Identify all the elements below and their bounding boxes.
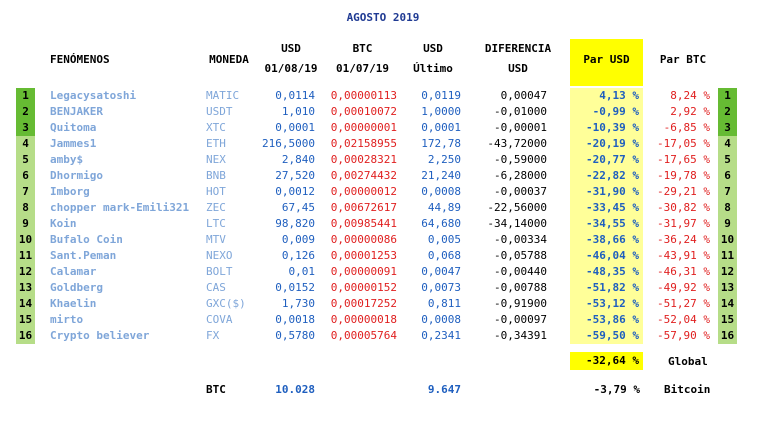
par-usd-cell bbox=[570, 88, 643, 104]
table-row bbox=[0, 104, 766, 120]
par-usd: -53,12 % bbox=[586, 297, 639, 310]
usd-0801: 0,0012 bbox=[275, 185, 315, 198]
btc-0107: 0,00000001 bbox=[330, 121, 397, 134]
par-usd-cell bbox=[570, 216, 643, 232]
table-row bbox=[0, 152, 766, 168]
rank-left: 5 bbox=[16, 152, 35, 168]
currency: BOLT bbox=[206, 265, 233, 278]
member-name: mirto bbox=[50, 313, 84, 326]
member-name: Jammes1 bbox=[50, 137, 97, 150]
currency: MATIC bbox=[206, 89, 240, 102]
rank-right: 14 bbox=[718, 296, 737, 312]
usd-0801: 0,0152 bbox=[275, 281, 315, 294]
diferencia-usd: -0,00334 bbox=[494, 233, 547, 246]
usd-0801: 2,840 bbox=[281, 153, 315, 166]
par-usd: -48,35 % bbox=[586, 265, 639, 278]
usd-0801: 0,0001 bbox=[275, 121, 315, 134]
member-name: chopper mark-Emili321 bbox=[50, 201, 190, 214]
rank-left: 9 bbox=[16, 216, 35, 232]
rank-left: 8 bbox=[16, 200, 35, 216]
currency: ETH bbox=[206, 137, 226, 150]
par-btc: -57,90 % bbox=[657, 329, 710, 342]
usd-ultimo: 0,2341 bbox=[421, 329, 461, 342]
table-row bbox=[0, 248, 766, 264]
rank-right: 8 bbox=[718, 200, 737, 216]
btc-0107: 0,00005764 bbox=[330, 329, 397, 342]
usd-ultimo: 0,005 bbox=[427, 233, 461, 246]
usd-0801: 1,730 bbox=[281, 297, 315, 310]
par-usd: -53,86 % bbox=[586, 313, 639, 326]
member-name: BENJAKER bbox=[50, 105, 103, 118]
usd-0801: 0,126 bbox=[281, 249, 315, 262]
usd-ultimo: 2,250 bbox=[427, 153, 461, 166]
usd-0801: 27,520 bbox=[275, 169, 315, 182]
currency: FX bbox=[206, 329, 220, 342]
table-row bbox=[0, 296, 766, 312]
currency: MTV bbox=[206, 233, 226, 246]
rank-left: 2 bbox=[16, 104, 35, 120]
par-usd: 4,13 % bbox=[599, 89, 639, 102]
diferencia-usd: -0,59000 bbox=[494, 153, 547, 166]
par-usd: -46,04 % bbox=[586, 249, 639, 262]
report-title: AGOSTO 2019 bbox=[346, 11, 420, 24]
currency: LTC bbox=[206, 217, 226, 230]
usd-ultimo: 0,0008 bbox=[421, 313, 461, 326]
usd-0801: 216,5000 bbox=[262, 137, 315, 150]
usd-ultimo: 21,240 bbox=[421, 169, 461, 182]
usd-0801: 0,009 bbox=[281, 233, 315, 246]
global-label: Global bbox=[668, 355, 708, 368]
table-row bbox=[0, 312, 766, 328]
par-btc: -52,04 % bbox=[657, 313, 710, 326]
currency: HOT bbox=[206, 185, 226, 198]
par-btc: -30,82 % bbox=[657, 201, 710, 214]
rank-left: 11 bbox=[16, 248, 35, 264]
bitcoin-usd-0801: 10.028 bbox=[275, 383, 315, 396]
diferencia-usd: -43,72000 bbox=[487, 137, 547, 150]
btc-0107: 0,00000012 bbox=[330, 185, 397, 198]
par-btc: -17,65 % bbox=[657, 153, 710, 166]
par-usd-cell bbox=[570, 152, 643, 168]
usd-0801: 0,0018 bbox=[275, 313, 315, 326]
usd-ultimo: 0,0001 bbox=[421, 121, 461, 134]
rank-right: 2 bbox=[718, 104, 737, 120]
rank-left: 15 bbox=[16, 312, 35, 328]
btc-0107: 0,00017252 bbox=[330, 297, 397, 310]
rank-right: 16 bbox=[718, 328, 737, 344]
par-btc: -46,31 % bbox=[657, 265, 710, 278]
rank-right: 11 bbox=[718, 248, 737, 264]
par-usd-cell bbox=[570, 232, 643, 248]
member-name: Calamar bbox=[50, 265, 97, 278]
table-row bbox=[0, 216, 766, 232]
table-row bbox=[0, 168, 766, 184]
table-row bbox=[0, 120, 766, 136]
par-btc: -19,78 % bbox=[657, 169, 710, 182]
par-btc: 8,24 % bbox=[670, 89, 710, 102]
par-usd: -20,77 % bbox=[586, 153, 639, 166]
diferencia-usd: -0,00440 bbox=[494, 265, 547, 278]
header-par-btc: Par BTC bbox=[659, 53, 707, 66]
rank-left: 16 bbox=[16, 328, 35, 344]
diferencia-usd: -6,28000 bbox=[494, 169, 547, 182]
btc-0107: 0,00028321 bbox=[330, 153, 397, 166]
usd-0801: 0,0114 bbox=[275, 89, 315, 102]
par-usd-cell bbox=[570, 264, 643, 280]
rank-right: 4 bbox=[718, 136, 737, 152]
par-usd: -22,82 % bbox=[586, 169, 639, 182]
par-btc: -29,21 % bbox=[657, 185, 710, 198]
par-usd-cell bbox=[570, 328, 643, 344]
par-btc: -17,05 % bbox=[657, 137, 710, 150]
diferencia-usd: -0,34391 bbox=[494, 329, 547, 342]
member-name: Imborg bbox=[50, 185, 90, 198]
member-name: Khaelin bbox=[50, 297, 97, 310]
rank-right: 12 bbox=[718, 264, 737, 280]
par-btc: -49,92 % bbox=[657, 281, 710, 294]
par-btc: -6,85 % bbox=[663, 121, 710, 134]
btc-0107: 0,00000152 bbox=[330, 281, 397, 294]
rank-right: 7 bbox=[718, 184, 737, 200]
currency: USDT bbox=[206, 105, 233, 118]
par-usd: -10,39 % bbox=[586, 121, 639, 134]
par-usd-cell bbox=[570, 280, 643, 296]
diferencia-usd: -0,00788 bbox=[494, 281, 547, 294]
rank-left: 14 bbox=[16, 296, 35, 312]
par-usd-cell bbox=[570, 104, 643, 120]
par-usd-cell bbox=[570, 184, 643, 200]
rank-left: 7 bbox=[16, 184, 35, 200]
usd-0801: 1,010 bbox=[281, 105, 315, 118]
currency: NEXO bbox=[206, 249, 233, 262]
diferencia-usd: 0,00047 bbox=[500, 89, 547, 102]
rank-right: 6 bbox=[718, 168, 737, 184]
table-row bbox=[0, 136, 766, 152]
par-usd-cell bbox=[570, 136, 643, 152]
btc-0107: 0,00001253 bbox=[330, 249, 397, 262]
par-usd: -33,45 % bbox=[586, 201, 639, 214]
usd-ultimo: 0,811 bbox=[427, 297, 461, 310]
par-usd: -51,82 % bbox=[586, 281, 639, 294]
par-usd: -0,99 % bbox=[592, 105, 639, 118]
diferencia-usd: -0,05788 bbox=[494, 249, 547, 262]
usd-0801: 0,01 bbox=[288, 265, 315, 278]
table-row bbox=[0, 232, 766, 248]
par-usd: -34,55 % bbox=[586, 217, 639, 230]
btc-0107: 0,00000086 bbox=[330, 233, 397, 246]
header-diferencia: DIFERENCIA USD bbox=[484, 42, 552, 75]
currency: BNB bbox=[206, 169, 226, 182]
usd-0801: 98,820 bbox=[275, 217, 315, 230]
diferencia-usd: -0,91900 bbox=[494, 297, 547, 310]
btc-0107: 0,00000018 bbox=[330, 313, 397, 326]
member-name: Crypto believer bbox=[50, 329, 150, 342]
table-row bbox=[0, 264, 766, 280]
currency: CAS bbox=[206, 281, 226, 294]
header-usd-0801: USD 01/08/19 bbox=[264, 42, 318, 75]
par-usd-cell bbox=[570, 312, 643, 328]
btc-0107: 0,00000113 bbox=[330, 89, 397, 102]
btc-0107: 0,00672617 bbox=[330, 201, 397, 214]
par-btc: -51,27 % bbox=[657, 297, 710, 310]
header-par-usd: Par USD bbox=[583, 53, 630, 66]
par-usd-cell bbox=[570, 120, 643, 136]
usd-ultimo: 1,0000 bbox=[421, 105, 461, 118]
rank-left: 10 bbox=[16, 232, 35, 248]
usd-ultimo: 0,0047 bbox=[421, 265, 461, 278]
usd-ultimo: 0,0008 bbox=[421, 185, 461, 198]
header-btc-0107: BTC 01/07/19 bbox=[336, 42, 389, 75]
par-usd: -20,19 % bbox=[586, 137, 639, 150]
btc-0107: 0,00274432 bbox=[330, 169, 397, 182]
par-usd: -59,50 % bbox=[586, 329, 639, 342]
btc-0107: 0,00000091 bbox=[330, 265, 397, 278]
rank-right: 15 bbox=[718, 312, 737, 328]
table-row bbox=[0, 200, 766, 216]
member-name: Dhormigo bbox=[50, 169, 103, 182]
rank-left: 3 bbox=[16, 120, 35, 136]
global-value: -32,64 % bbox=[570, 352, 643, 370]
par-usd-cell bbox=[570, 296, 643, 312]
par-btc: -43,91 % bbox=[657, 249, 710, 262]
currency: NEX bbox=[206, 153, 226, 166]
par-btc: -31,97 % bbox=[657, 217, 710, 230]
currency: XTC bbox=[206, 121, 226, 134]
rank-right: 13 bbox=[718, 280, 737, 296]
par-btc: -36,24 % bbox=[657, 233, 710, 246]
rank-left: 6 bbox=[16, 168, 35, 184]
rank-right: 10 bbox=[718, 232, 737, 248]
par-usd-cell bbox=[570, 168, 643, 184]
header-moneda: MONEDA bbox=[209, 53, 249, 66]
rank-right: 5 bbox=[718, 152, 737, 168]
par-usd: -31,90 % bbox=[586, 185, 639, 198]
currency: GXC($) bbox=[206, 297, 246, 310]
usd-ultimo: 0,0119 bbox=[421, 89, 461, 102]
rank-left: 4 bbox=[16, 136, 35, 152]
btc-0107: 0,00010072 bbox=[330, 105, 397, 118]
bitcoin-label: Bitcoin bbox=[664, 383, 711, 396]
table-row bbox=[0, 328, 766, 344]
rank-right: 3 bbox=[718, 120, 737, 136]
rank-left: 12 bbox=[16, 264, 35, 280]
par-usd-cell bbox=[570, 200, 643, 216]
member-name: amby$ bbox=[50, 153, 84, 166]
usd-0801: 67,45 bbox=[281, 201, 315, 214]
par-btc: 2,92 % bbox=[670, 105, 710, 118]
diferencia-usd: -34,14000 bbox=[487, 217, 547, 230]
member-name: Goldberg bbox=[50, 281, 103, 294]
usd-ultimo: 44,89 bbox=[427, 201, 461, 214]
usd-ultimo: 172,78 bbox=[421, 137, 461, 150]
bitcoin-value: -3,79 % bbox=[593, 383, 640, 396]
member-name: Bufalo Coin bbox=[50, 233, 123, 246]
usd-0801: 0,5780 bbox=[275, 329, 315, 342]
usd-ultimo: 0,068 bbox=[427, 249, 461, 262]
member-name: Quitoma bbox=[50, 121, 97, 134]
bitcoin-usd-ultimo: 9.647 bbox=[427, 383, 461, 396]
table-row bbox=[0, 280, 766, 296]
table-row bbox=[0, 88, 766, 104]
diferencia-usd: -0,01000 bbox=[494, 105, 547, 118]
btc-0107: 0,00985441 bbox=[330, 217, 397, 230]
currency: ZEC bbox=[206, 201, 226, 214]
diferencia-usd: -0,00001 bbox=[494, 121, 547, 134]
diferencia-usd: -0,00037 bbox=[494, 185, 547, 198]
btc-0107: 0,02158955 bbox=[330, 137, 397, 150]
rank-right: 9 bbox=[718, 216, 737, 232]
rank-left: 13 bbox=[16, 280, 35, 296]
diferencia-usd: -0,00097 bbox=[494, 313, 547, 326]
member-name: Koin bbox=[50, 217, 77, 230]
table-row bbox=[0, 184, 766, 200]
usd-ultimo: 0,0073 bbox=[421, 281, 461, 294]
header-usd-ultimo: USD Último bbox=[413, 42, 453, 75]
par-usd: -38,66 % bbox=[586, 233, 639, 246]
rank-right: 1 bbox=[718, 88, 737, 104]
bitcoin-currency: BTC bbox=[206, 383, 226, 396]
header-fenomenos: FENÓMENOS bbox=[50, 53, 110, 66]
diferencia-usd: -22,56000 bbox=[487, 201, 547, 214]
usd-ultimo: 64,680 bbox=[421, 217, 461, 230]
member-name: Legacysatoshi bbox=[50, 89, 137, 102]
rank-left: 1 bbox=[16, 88, 35, 104]
currency: COVA bbox=[206, 313, 233, 326]
par-usd-cell bbox=[570, 248, 643, 264]
member-name: Sant.Peman bbox=[50, 249, 117, 262]
